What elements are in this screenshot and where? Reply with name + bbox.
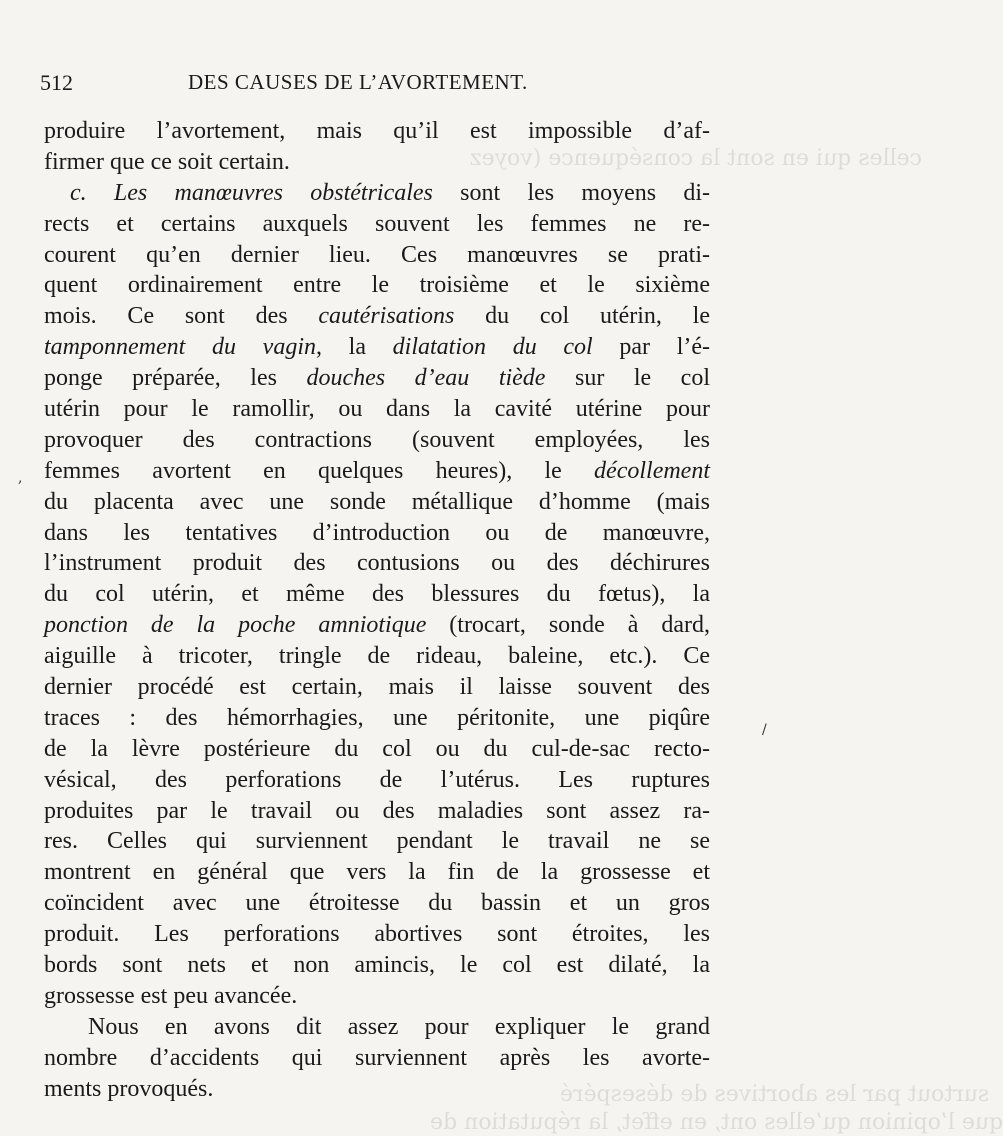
text-line [44,116,710,147]
text-segment: bords sont nets et non amincis, le col est dilaté, la [44,952,710,979]
text-segment: du col utérin, le [454,303,710,330]
text-line [44,456,710,487]
text-segment: produire l’avortement, mais qu’il est impossible d’af- [44,118,710,144]
text-segment: montrent en général que vers la fin de la grossesse et [44,859,710,886]
text-line [44,178,710,209]
text-segment: (trocart, sonde à dard, [426,612,710,639]
text-segment: res. Celles qui surviennent pendant le travail ne se [44,828,710,855]
italic-text: décollement [594,457,710,484]
text-line [44,147,710,178]
italic-text: ponction de la poche amniotique [44,612,427,639]
text-line [44,857,710,888]
page-header [40,70,760,106]
text-segment: vésical, des perforations de l’utérus. Les ruptures [44,766,710,793]
text-segment: , la [315,334,393,361]
text-line [44,796,710,827]
text-segment: femmes avortent en quelques heures), le [44,457,595,484]
text-line [44,270,710,301]
text-segment: traces : des hémorrhagies, une péritonite, une piqûre [44,704,710,731]
text-line [44,950,710,981]
text-line [44,919,710,950]
text-segment: de la lèvre postérieure du col ou du cul-de-sac recto- [44,735,710,762]
text-segment: firmer que ce soit certain. [44,148,290,175]
text-segment: nombre d’accidents qui surviennent après les avorte- [44,1044,710,1071]
text-segment: coïncident avec une étroitesse du bassin et un gros [44,890,710,917]
text-segment: Nous en avons dit assez pour expliquer le grand [88,1013,710,1040]
margin-mark: / [762,722,767,738]
text-line [44,981,710,1012]
text-segment: du placenta avec une sonde métallique d’homme (mais [44,488,710,515]
text-segment: par l’é- [592,334,710,361]
text-line [44,1043,710,1074]
text-segment: dernier procédé est certain, mais il laisse souvent des [44,674,710,701]
italic-text: cautérisations [318,303,455,330]
body-text [44,116,710,1105]
text-line [44,888,710,919]
text-line [44,363,710,394]
text-segment: quent ordinairement entre le troisième et le sixième [44,272,710,299]
text-line [44,548,710,579]
text-line [44,579,710,610]
text-line [44,826,710,857]
text-segment: mois. Ce sont des [44,303,319,330]
text-segment: sur le col [545,365,711,392]
text-line [44,487,710,518]
text-line [44,765,710,796]
margin-mark: , [18,470,23,486]
text-segment: l’instrument produit des contusions ou des déchirures [44,550,710,577]
italic-text: tamponnement du vagin [44,334,316,361]
show-through-text: celles qui en sont la conséquence (voyez surtout par les abortives de désespéré que l’opinion qu’elles ont, en effet, la réputation de [430,146,1003,1135]
text-segment: produit. Les perforations abortives sont étroites, les [44,921,710,948]
text-line [44,641,710,672]
text-line [44,394,710,425]
text-line [44,672,710,703]
text-segment: produites par le travail ou des maladies sont assez ra- [44,797,710,824]
text-segment: dans les tentatives d’introduction ou de manœuvre, [44,519,710,546]
italic-text: c. Les manœuvres obstétricales [70,179,433,206]
italic-text: dilatation du col [392,334,593,361]
text-line [44,703,710,734]
text-segment: grossesse est peu avancée. [44,982,298,1009]
text-segment: ponge préparée, les [44,365,307,392]
text-segment: rects et certains auxquels souvent les femmes ne re- [44,210,710,237]
text-segment: utérin pour le ramollir, ou dans la cavité utérine pour [44,396,710,423]
text-segment: aiguille à tricoter, tringle de rideau, baleine, etc.). Ce [44,643,710,670]
text-line [44,1074,710,1105]
text-line [44,734,710,765]
italic-text: douches d’eau tiède [306,365,546,392]
text-segment: courent qu’en dernier lieu. Ces manœuvres se prati- [44,241,710,268]
text-line [44,332,710,363]
text-line [44,240,710,271]
text-segment: du col utérin, et même des blessures du fœtus), la [44,581,710,608]
text-line [44,209,710,240]
page-number: 512 [40,70,73,95]
text-segment: sont les moyens di- [432,179,710,206]
text-line [44,1012,710,1043]
text-line [44,301,710,332]
running-title: DES CAUSES DE L’AVORTEMENT. [188,70,528,94]
text-line [44,425,710,456]
text-line [44,610,710,641]
text-segment: provoquer des contractions (souvent employées, les [44,426,710,453]
text-line [44,518,710,549]
text-segment: ments provoqués. [44,1075,214,1102]
